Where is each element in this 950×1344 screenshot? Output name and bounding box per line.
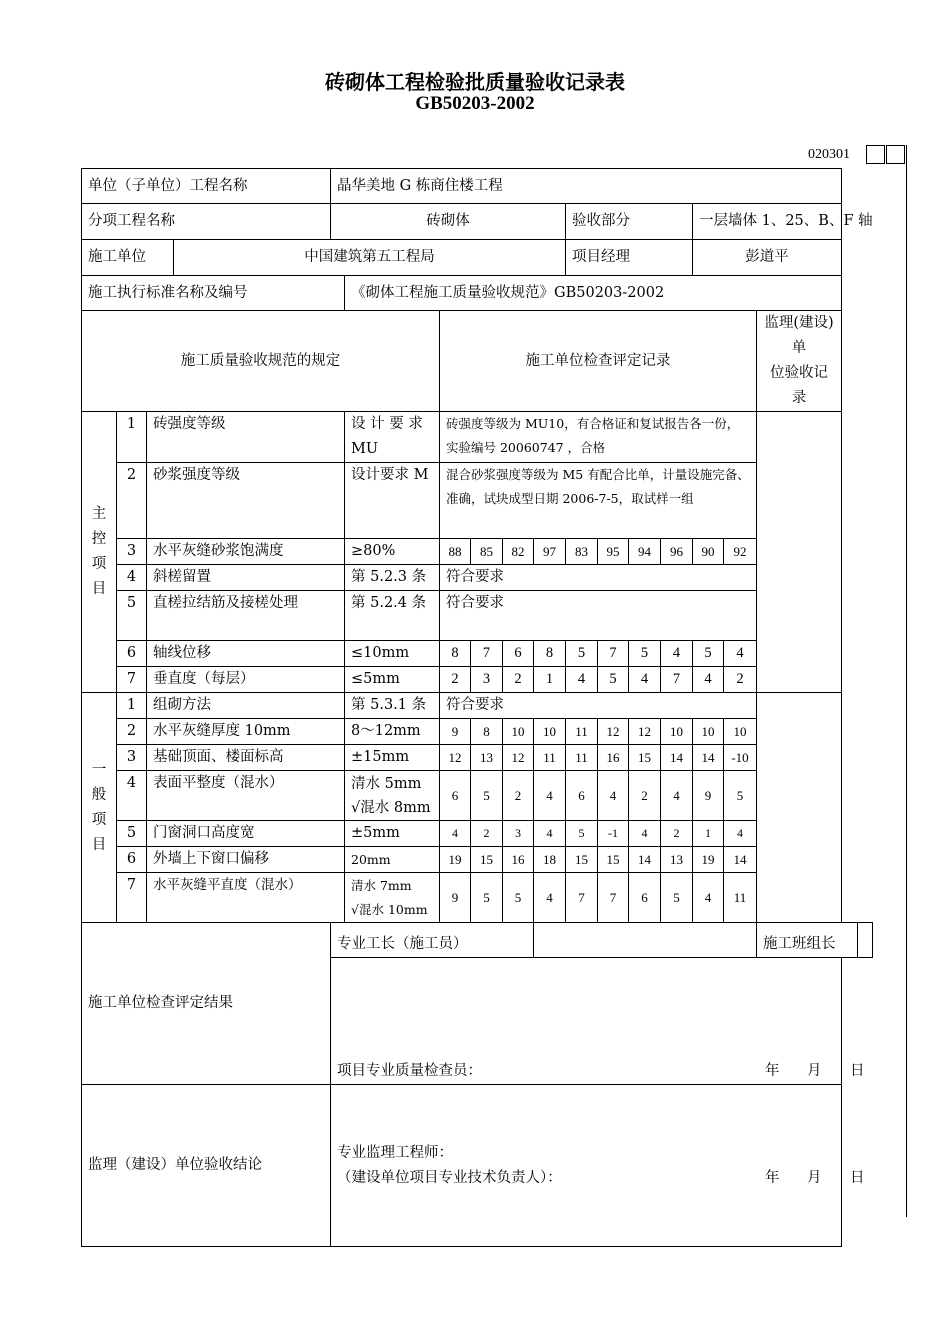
date-month: 月 (807, 1063, 822, 1079)
measure-value: -1 (598, 821, 629, 847)
item-no: 3 (117, 539, 147, 565)
team-leader-signature[interactable] (857, 923, 872, 958)
item-name: 砂浆强度等级 (147, 463, 345, 539)
measure-value: 4 (534, 873, 566, 923)
item-no: 6 (117, 847, 147, 873)
date-day: 日 (850, 1063, 865, 1079)
measure-value: 14 (724, 847, 757, 873)
contractor-value: 中国建筑第五工程局 (174, 240, 566, 276)
measure-value: 7 (598, 641, 629, 667)
measure-value: 2 (503, 771, 534, 821)
measure-value: 15 (598, 847, 629, 873)
project-name-label: 单位（子单位）工程名称 (82, 169, 331, 204)
form-code: 020301 (808, 147, 850, 162)
measure-value: 83 (566, 539, 598, 565)
measure-value: 11 (566, 719, 598, 745)
measure-value: 4 (629, 667, 661, 693)
item-name: 组砌方法 (147, 693, 345, 719)
subitem-label: 分项工程名称 (82, 204, 331, 240)
measure-value: 10 (503, 719, 534, 745)
measure-value: 96 (661, 539, 693, 565)
measure-value: -10 (724, 745, 757, 771)
date-month: 月 (807, 1169, 822, 1186)
measure-value: 15 (566, 847, 598, 873)
main-control-label: 主 控 项 目 (82, 412, 117, 693)
measure-value: 14 (693, 745, 724, 771)
measure-value: 97 (534, 539, 566, 565)
measure-value: 95 (598, 539, 629, 565)
measure-value: 2 (724, 667, 757, 693)
item-name: 水平灰缝平直度（混水） (147, 873, 345, 923)
measure-value: 5 (566, 821, 598, 847)
measure-value: 15 (629, 745, 661, 771)
measure-value: 88 (440, 539, 471, 565)
measure-value: 4 (724, 821, 757, 847)
item-req: ±5mm (345, 821, 440, 847)
item-record: 符合要求 (440, 591, 757, 641)
item-record: 符合要求 (440, 565, 757, 591)
item-name: 直槎拉结筋及接槎处理 (147, 591, 345, 641)
contractor-result-label: 施工单位检查评定结果 (82, 923, 331, 1085)
item-name: 垂直度（每层） (147, 667, 345, 693)
item-req: 第 5.2.3 条 (345, 565, 440, 591)
date-year: 年 (765, 1063, 780, 1079)
item-req: 设计要求 M (345, 463, 440, 539)
item-name: 表面平整度（混水） (147, 771, 345, 821)
supervision-block (331, 1085, 865, 1247)
right-margin-line (906, 145, 907, 1217)
main-control-supervision (757, 412, 842, 693)
measure-value: 12 (503, 745, 534, 771)
measure-value: 8 (471, 719, 503, 745)
measure-value: 2 (440, 667, 471, 693)
item-no: 6 (117, 641, 147, 667)
item-no: 2 (117, 463, 147, 539)
measure-value: 4 (724, 641, 757, 667)
item-req: ≤10mm (345, 641, 440, 667)
measure-value: 94 (629, 539, 661, 565)
form-code-box[interactable] (866, 145, 885, 164)
measure-value: 85 (471, 539, 503, 565)
document-title: 砖砌体工程检验批质量验收记录表 (325, 70, 625, 94)
measure-value: 3 (503, 821, 534, 847)
spec-value: 《砌体工程施工质量验收规范》GB50203-2002 (345, 276, 842, 311)
item-no: 1 (117, 412, 147, 463)
measure-value: 5 (629, 641, 661, 667)
measure-value: 5 (566, 641, 598, 667)
col-spec-rule: 施工质量验收规范的规定 (82, 311, 440, 412)
measure-value: 18 (534, 847, 566, 873)
item-req: 20mm (345, 847, 440, 873)
col-supervision-line2: 位验收记录 (770, 365, 829, 406)
item-no: 3 (117, 745, 147, 771)
item-no: 2 (117, 719, 147, 745)
measure-value: 2 (471, 821, 503, 847)
measure-value: 5 (693, 641, 724, 667)
measure-value: 7 (661, 667, 693, 693)
foreman-signature[interactable] (534, 923, 757, 958)
measure-value: 2 (661, 821, 693, 847)
item-no: 1 (117, 693, 147, 719)
measure-value: 9 (440, 719, 471, 745)
date-year: 年 (765, 1169, 780, 1186)
inspector-label: 项目专业质量检查员： (337, 1063, 482, 1079)
part-label: 验收部分 (566, 204, 693, 240)
measure-value: 2 (629, 771, 661, 821)
measure-value: 4 (661, 641, 693, 667)
item-req: 第 5.2.4 条 (345, 591, 440, 641)
part-value: 一层墙体 1、25、B、F 轴 (693, 204, 842, 240)
measure-value: 13 (471, 745, 503, 771)
measure-value: 10 (661, 719, 693, 745)
general-label: 一 般 项 目 (82, 693, 117, 923)
supervision-result-label: 监理（建设）单位验收结论 (82, 1085, 331, 1247)
form-code-box[interactable] (886, 145, 905, 164)
item-name: 轴线位移 (147, 641, 345, 667)
measure-value: 4 (534, 821, 566, 847)
measure-value: 7 (566, 873, 598, 923)
item-no: 7 (117, 667, 147, 693)
contractor-label: 施工单位 (82, 240, 174, 276)
measure-value: 6 (629, 873, 661, 923)
col-supervision (757, 311, 842, 412)
measure-value: 90 (693, 539, 724, 565)
item-req: 清水 5mm √混水 8mm (345, 771, 440, 821)
measure-value: 4 (566, 667, 598, 693)
item-no: 5 (117, 591, 147, 641)
inspection-table (81, 168, 873, 1247)
engineer-label: 专业监理工程师： (337, 1144, 453, 1161)
measure-value: 12 (598, 719, 629, 745)
date-day: 日 (850, 1169, 865, 1186)
measure-value: 3 (471, 667, 503, 693)
item-req: ±15mm (345, 745, 440, 771)
measure-value: 5 (471, 873, 503, 923)
item-no: 5 (117, 821, 147, 847)
item-req: ≤5mm (345, 667, 440, 693)
team-leader-label: 施工班组长 (757, 923, 858, 958)
item-no: 7 (117, 873, 147, 923)
measure-value: 16 (503, 847, 534, 873)
measure-value: 10 (534, 719, 566, 745)
measure-value: 10 (693, 719, 724, 745)
item-no: 4 (117, 771, 147, 821)
measure-value: 5 (724, 771, 757, 821)
measure-value: 9 (440, 873, 471, 923)
general-supervision (757, 693, 842, 923)
item-no: 4 (117, 565, 147, 591)
measure-value: 92 (724, 539, 757, 565)
spec-label: 施工执行标准名称及编号 (82, 276, 345, 311)
measure-value: 4 (598, 771, 629, 821)
foreman-label: 专业工长（施工员） (331, 923, 534, 958)
measure-value: 5 (661, 873, 693, 923)
standard-code: GB50203-2002 (415, 93, 535, 114)
item-record: 混合砂浆强度等级为 M5 有配合比单，计量设施完备、准确，试块成型日期 2006-7-5，取试样一组 (440, 463, 757, 539)
item-record: 符合要求 (440, 693, 757, 719)
measure-value: 6 (566, 771, 598, 821)
project-name: 晶华美地 G 栋商住楼工程 (331, 169, 842, 204)
col-supervision-line1: 监理(建设)单 (764, 315, 834, 356)
measure-value: 19 (693, 847, 724, 873)
measure-value: 4 (440, 821, 471, 847)
item-req: 设 计 要 求 MU (345, 412, 440, 463)
measure-value: 4 (661, 771, 693, 821)
manager-value: 彭道平 (693, 240, 842, 276)
item-name: 水平灰缝砂浆饱满度 (147, 539, 345, 565)
item-name: 门窗洞口高度宽 (147, 821, 345, 847)
item-req: 第 5.3.1 条 (345, 693, 440, 719)
measure-value: 8 (534, 641, 566, 667)
measure-value: 15 (471, 847, 503, 873)
measure-value: 9 (693, 771, 724, 821)
measure-value: 6 (440, 771, 471, 821)
measure-value: 5 (598, 667, 629, 693)
item-name: 基础顶面、楼面标高 (147, 745, 345, 771)
item-req: 清水 7mm √混水 10mm (345, 873, 440, 923)
manager-label: 项目经理 (566, 240, 693, 276)
item-req: 8～12mm (345, 719, 440, 745)
measure-value: 19 (440, 847, 471, 873)
measure-value: 11 (534, 745, 566, 771)
measure-value: 6 (503, 641, 534, 667)
subitem-value: 砖砌体 (331, 204, 566, 240)
measure-value: 14 (661, 745, 693, 771)
measure-value: 13 (661, 847, 693, 873)
item-name: 砖强度等级 (147, 412, 345, 463)
measure-value: 11 (566, 745, 598, 771)
item-name: 斜槎留置 (147, 565, 345, 591)
measure-value: 2 (503, 667, 534, 693)
measure-value: 16 (598, 745, 629, 771)
measure-value: 12 (440, 745, 471, 771)
measure-value: 4 (693, 667, 724, 693)
measure-value: 7 (598, 873, 629, 923)
measure-value: 5 (503, 873, 534, 923)
item-req: ≥80% (345, 539, 440, 565)
measure-value: 12 (629, 719, 661, 745)
measure-value: 7 (471, 641, 503, 667)
item-name: 水平灰缝厚度 10mm (147, 719, 345, 745)
measure-value: 11 (724, 873, 757, 923)
measure-value: 4 (534, 771, 566, 821)
measure-value: 1 (693, 821, 724, 847)
measure-value: 10 (724, 719, 757, 745)
measure-value: 5 (471, 771, 503, 821)
measure-value: 14 (629, 847, 661, 873)
item-name: 外墙上下窗口偏移 (147, 847, 345, 873)
measure-value: 4 (629, 821, 661, 847)
measure-value: 8 (440, 641, 471, 667)
inspector-block (331, 958, 865, 1085)
owner-tech-label: （建设单位项目专业技术负责人）： (337, 1169, 562, 1186)
measure-value: 82 (503, 539, 534, 565)
col-check-record: 施工单位检查评定记录 (440, 311, 757, 412)
item-record: 砖强度等级为 MU10，有合格证和复试报告各一份，实验编号 20060747 ，合格 (440, 412, 757, 463)
measure-value: 1 (534, 667, 566, 693)
measure-value: 4 (693, 873, 724, 923)
